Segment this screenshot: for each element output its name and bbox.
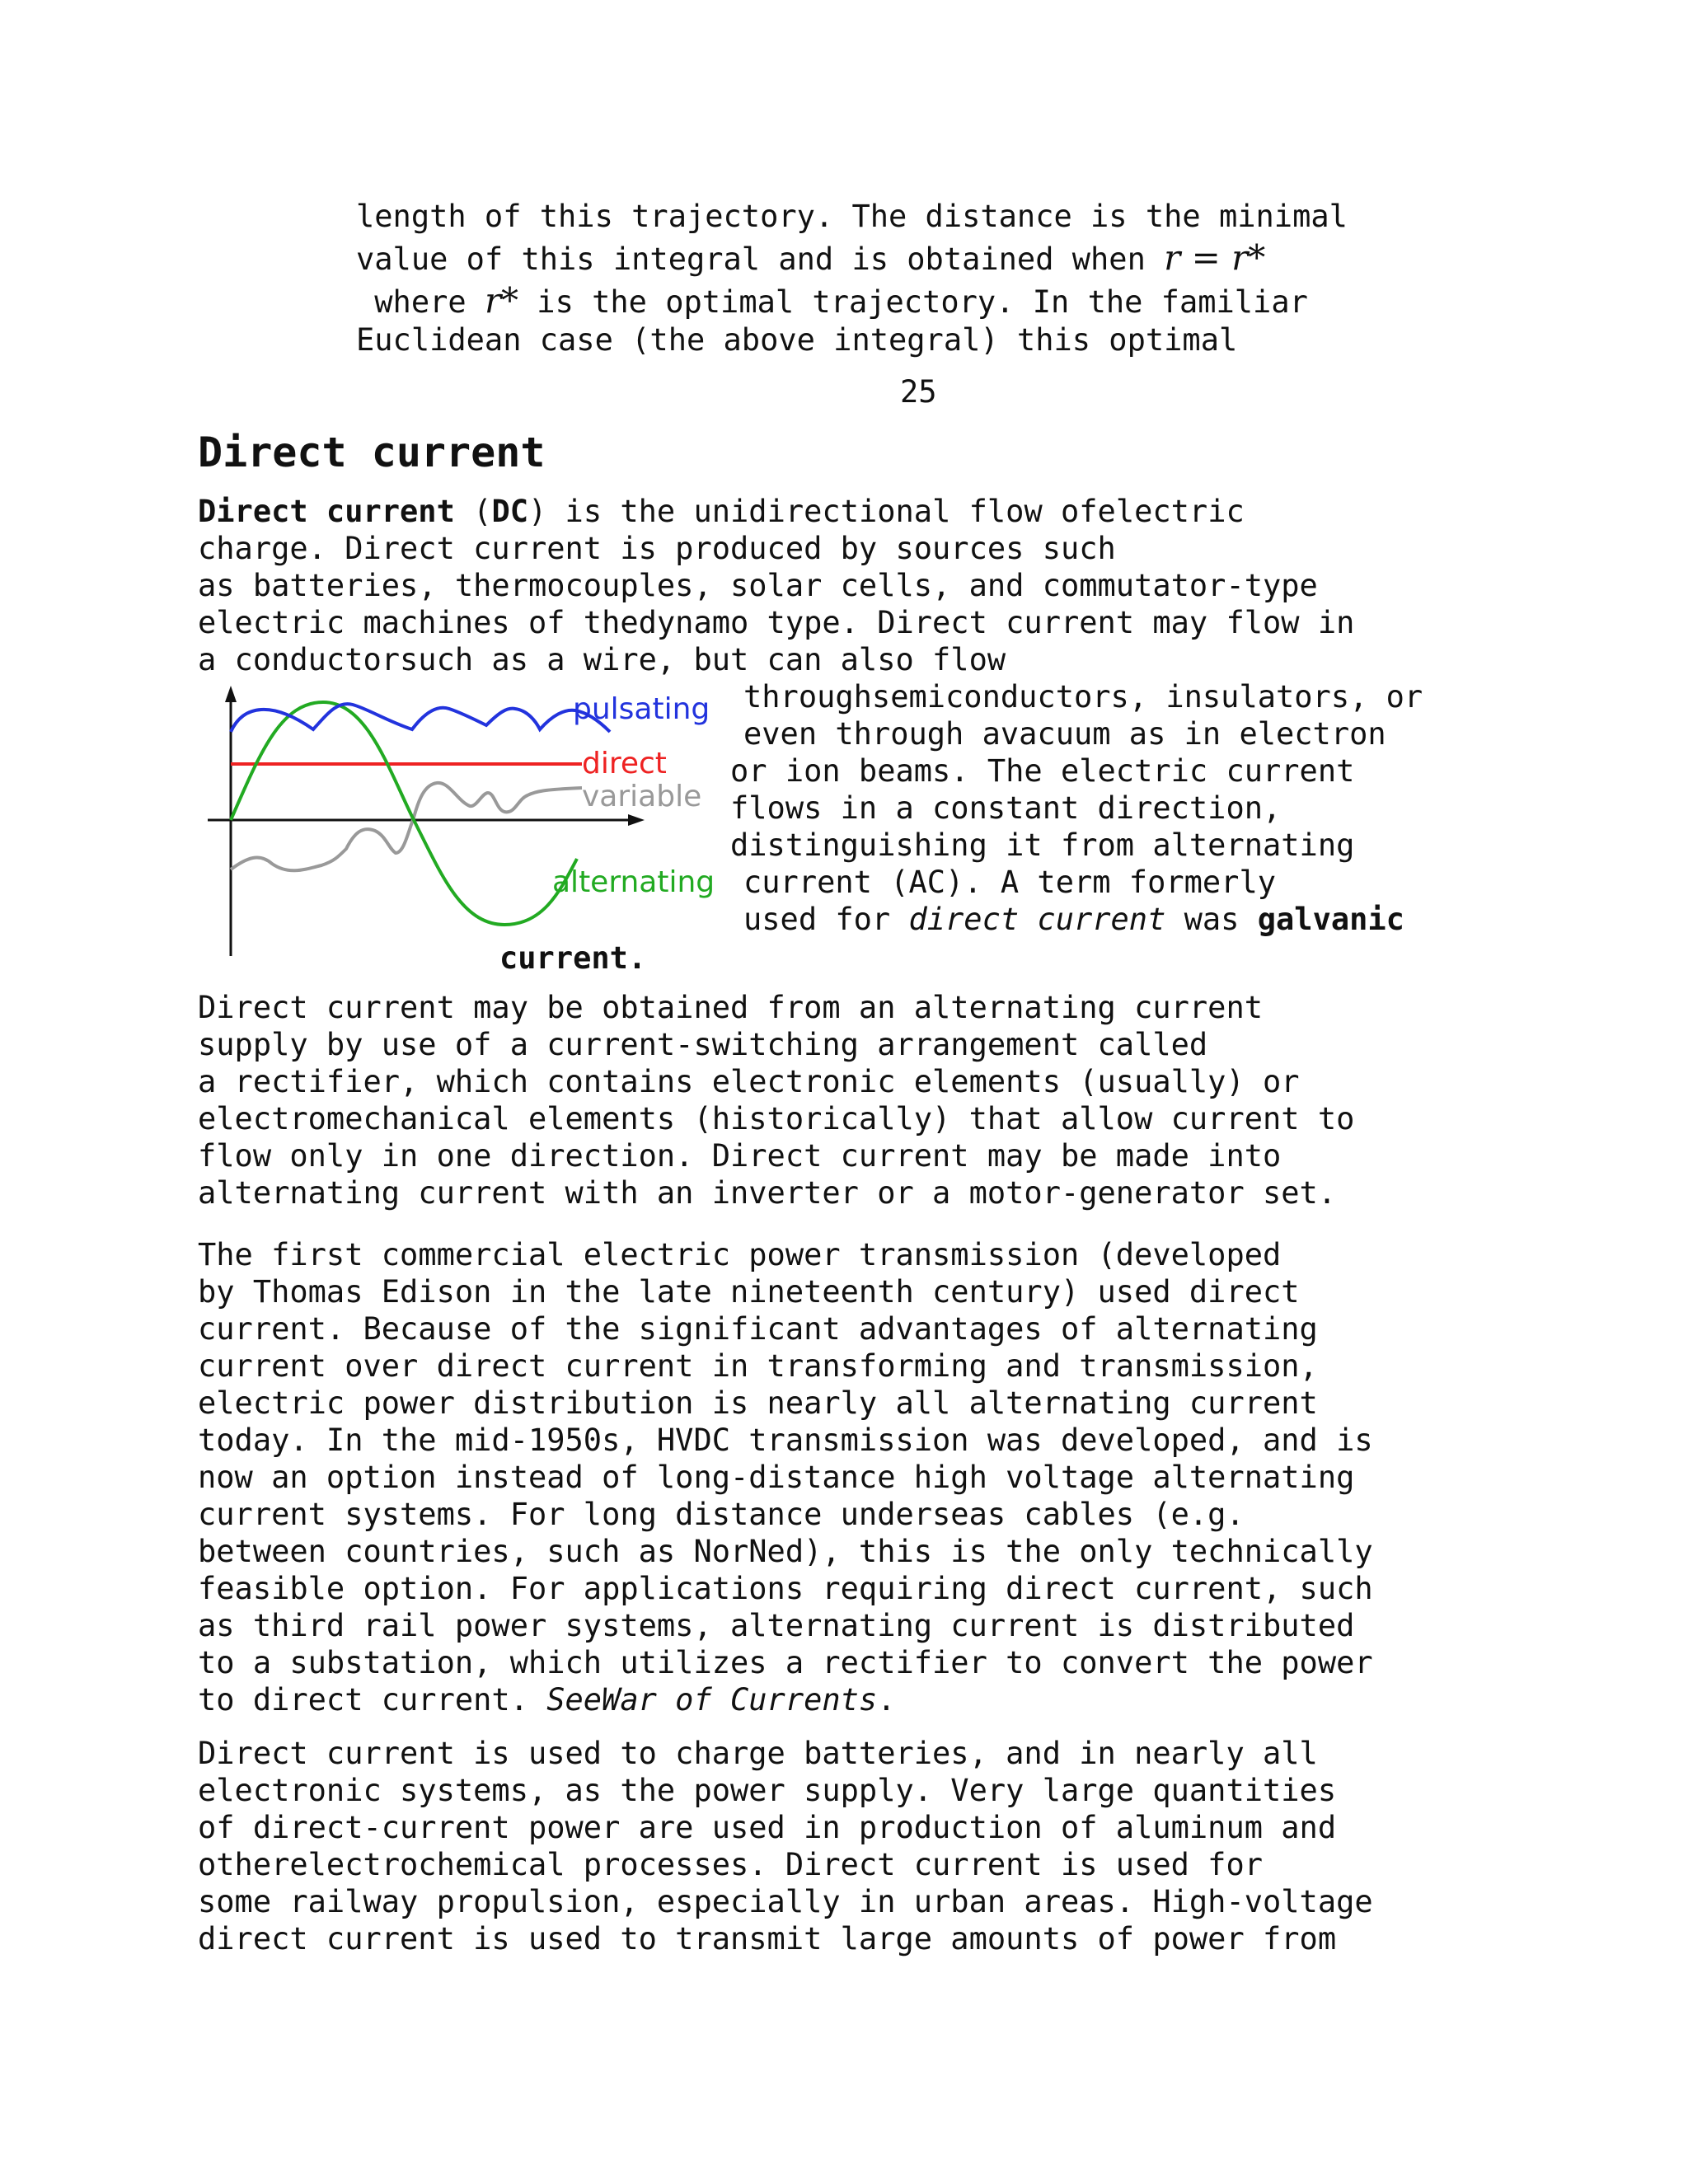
math-rstar: r* [484,280,519,321]
top-line-3-text-b: is the optimal trajectory. In the familiar [518,284,1308,320]
p1-line-13: current. [499,940,647,976]
p1-paren-open: ( [454,494,492,529]
top-line-1: length of this trajectory. The distance is the minimal [356,199,1348,234]
p1-line-10: distinguishing it from alternating [730,827,1355,863]
section-heading: Direct current [198,429,546,476]
top-line-3-text-a: where [356,284,485,320]
direct-label: direct [582,747,667,780]
p1-line-12 [743,901,1404,938]
variable-label: variable [582,780,702,813]
p3-line-3: current. Because of the significant advantages of alternating [198,1311,1318,1347]
p4-line-3: of direct-current power are used in production of aluminum and [198,1810,1337,1845]
p1-line-4: electric machines of thedynamo type. Direct current may flow in [198,605,1355,640]
p3-line-6: today. In the mid-1950s, HVDC transmission was developed, and is [198,1422,1373,1458]
p1-line-8: or ion beams. The electric current [730,753,1355,789]
top-line-4: Euclidean case (the above integral) this optimal [356,322,1238,358]
p3-line-9: between countries, such as NorNed), this is the only technically [198,1534,1373,1569]
top-line-2 [356,239,1265,278]
p4-line-5: some railway propulsion, especially in urban areas. High-voltage [198,1884,1373,1919]
p1-line-12-a: used for [743,902,909,937]
variable-line [231,783,582,870]
p4-line-2: electronic systems, as the power supply. Very large quantities [198,1773,1337,1808]
p3-line-7: now an option instead of long-distance high voltage alternating [198,1460,1355,1495]
p1-line-2: charge. Direct current is produced by sources such [198,531,1116,566]
p2-line-6: alternating current with an inverter or a motor-generator set. [198,1175,1337,1211]
page-number: 25 [900,374,937,410]
p2-line-2: supply by use of a current-switching arrangement called [198,1027,1208,1062]
p1-line-5: a conductorsuch as a wire, but can also flow [198,642,1006,677]
p3-line-13-a: to direct current. [198,1682,547,1718]
p3-line-12: to a substation, which utilizes a rectifier to convert the power [198,1645,1373,1680]
p3-line-5: electric power distribution is nearly all alternating current [198,1385,1318,1421]
p4-line-6: direct current is used to transmit large amounts of power from [198,1921,1337,1957]
alternating-line [231,702,577,925]
p2-line-1: Direct current may be obtained from an alternating current [198,990,1264,1025]
link-war-of-currents: SeeWar of Currents [546,1682,878,1718]
y-axis-arrow [225,686,237,702]
p2-line-3: a rectifier, which contains electronic elements (usually) or [198,1064,1300,1099]
p3-line-10: feasible option. For applications requiring direct current, such [198,1571,1373,1606]
top-line-2-text: value of this integral and is obtained when [356,241,1165,277]
p1-line-7: even through avacuum as in electron [743,716,1386,752]
p1-line-12-italic: direct current [908,902,1166,937]
term-dc: DC [491,494,528,529]
p3-line-8: current systems. For long distance underseas cables (e.g. [198,1497,1245,1532]
p3-line-1: The first commercial electric power transmission (developed [198,1237,1282,1272]
p4-line-4: otherelectrochemical processes. Direct current is used for [198,1847,1264,1882]
p1-line-12-b: was [1165,902,1258,937]
current-waveforms-figure [198,684,725,964]
pulsating-label: pulsating [573,692,710,726]
p2-line-5: flow only in one direction. Direct current may be made into [198,1138,1282,1174]
p2-line-4: electromechanical elements (historically) that allow current to [198,1101,1355,1137]
p3-line-11: as third rail power systems, alternating current is distributed [198,1608,1355,1643]
p1-line-3: as batteries, thermocouples, solar cells, and commutator-type [198,568,1318,603]
p1-line-9: flows in a constant direction, [730,790,1282,826]
p1-line-1-rest: ) is the unidirectional flow ofelectric [528,494,1245,529]
p1-line-1 [198,493,1245,530]
term-direct-current: Direct current [198,494,455,529]
p4-line-1: Direct current is used to charge batteries, and in nearly all [198,1736,1318,1771]
p3-line-13-b: . [877,1682,896,1718]
p3-line-2: by Thomas Edison in the late nineteenth century) used direct [198,1274,1300,1310]
p3-line-4: current over direct current in transforming and transmission, [198,1348,1318,1384]
x-axis-arrow [628,814,645,826]
p1-line-11: current (AC). A term formerly [743,865,1277,900]
math-r-equals-rstar: r = r* [1164,237,1266,278]
p3-line-13 [198,1681,896,1718]
alternating-label: alternating [552,865,715,899]
p1-line-6: throughsemiconductors, insulators, or [743,679,1423,715]
top-line-3 [356,282,1308,321]
term-galvanic: galvanic [1257,902,1404,937]
